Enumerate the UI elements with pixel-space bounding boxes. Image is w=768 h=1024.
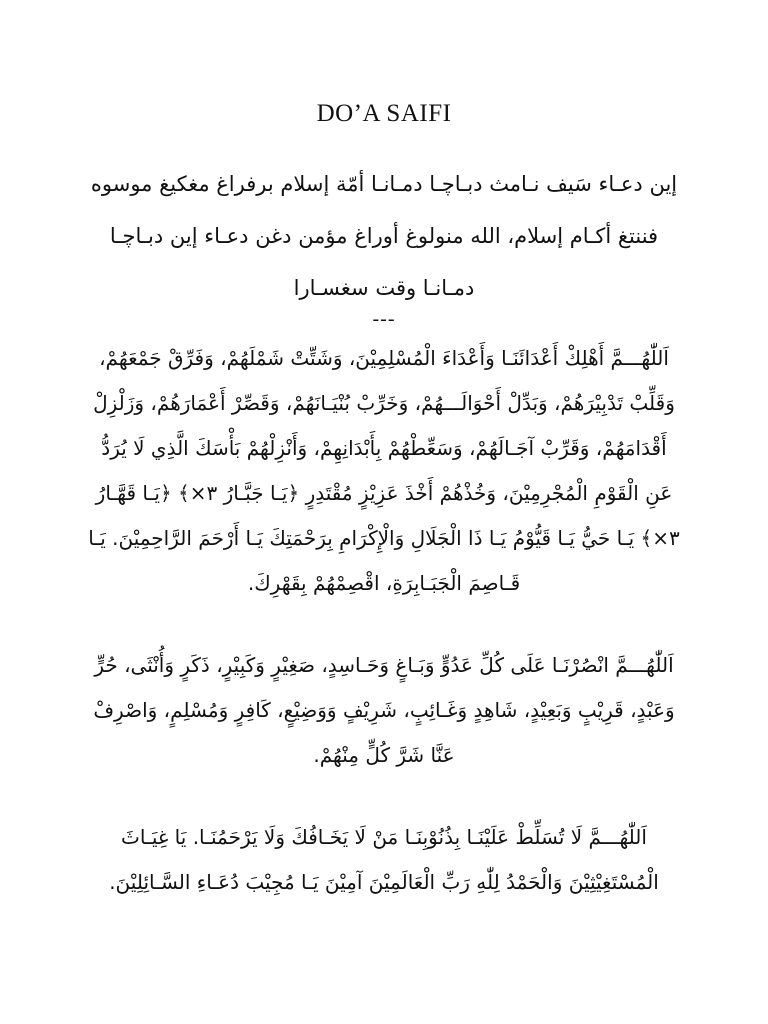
intro-paragraph: إين دعـاء سَيف نـامث دبـاچـا دمـانـا أمّة إسلام برفراغ مغكيغ موسوه فننتغ أكـام إسلام، الله منولوغ أوراغ مؤمن دغن دعـاء إين دبـاچـا دمـانـا وقت سغسـارا (90, 172, 678, 300)
prayer-paragraph-2: اَللّٰهُـــمَّ انْصُرْنَـا عَلَى كُلِّ عَدُوٍّ وَبَـاغٍ وَحَـاسِدٍ، صَغِيْرٍ وَكَبِيْرٍ، ذَكَرٍ وَأُنْثَى، حُرٍّ وَعَبْدٍ، قَرِيْبٍ وَبَعِيْدٍ، شَاهِدٍ وَغَـائِبٍ، شَرِيْفٍ وَوَضِيْعٍ، كَافِرٍ وَمُسْلِمٍ، وَاصْرِفْ عَنَّا شَرَّ كُلٍّ مِنْهُمْ. (93, 653, 675, 767)
prayer-paragraph-1: اَللّٰهُـــمَّ أَهْلِكْ أَعْدَائَنَـا وَأَعْدَاءَ الْمُسْلِمِيْنَ، وَشَتِّتْ شَمْلَهُمْ، وَفَرِّقْ جَمْعَهُمْ، وَقَلِّبْ تَدْبِيْرَهُمْ، وَبَدِّلْ أَحْوَالَـــهُمْ، وَخَرِّبْ بُنْيَـانَهُمْ، وَقَصِّرْ أَعْمَارَهُمْ، وَزَلْزِلْ أَقْدَامَهُمْ، وَقَرِّبْ آجَـالَهُمْ، وَسَعِّطْهُمْ بِأَبْدَانِهِمْ، وَأَنْزِلْهُمْ بَأْسَكَ الَّذِي لَا يُرَدُّ عَنِ الْقَوْمِ الْمُجْرِمِيْنَ، وَخُذْهُمْ أَخْذَ عَزِيْزٍ مُقْتَدِرٍ ﴿يَـا جَبَّـارُ ٣×﴾ ﴿يَـا قَهَّـارُ ٣×﴾ يَـا حَيُّ يَـا قَيُّوْمُ يَـا ذَا الْجَلَالِ وَالْإِكْرَامِ بِرَحْمَتِكَ يَـا أَرْحَمَ الرَّاحِمِيْنَ. يَـا قَـاصِمَ الْجَبَـابِرَةِ، اقْصِمْهُمْ بِقَهْرِكَ. (88, 346, 680, 595)
prayer-paragraph-3: اَللّٰهُـــمَّ لَا تُسَلِّطْ عَلَيْنَـا بِذُنُوْبِنَـا مَنْ لَا يَخَـافُكَ وَلَا يَرْحَمُنَـا. يَا غِيَـاثَ الْمُسْتَغِيْثِيْنَ وَالْحَمْدُ لِلّٰهِ رَبِّ الْعَالَمِيْنَ آمِيْنَ يَـا مُجِيْبَ دُعَـاءِ السَّـائِلِيْنَ. (109, 825, 659, 894)
section-separator: --- (372, 308, 396, 330)
page-title: DO’A SAIFI (316, 100, 452, 127)
